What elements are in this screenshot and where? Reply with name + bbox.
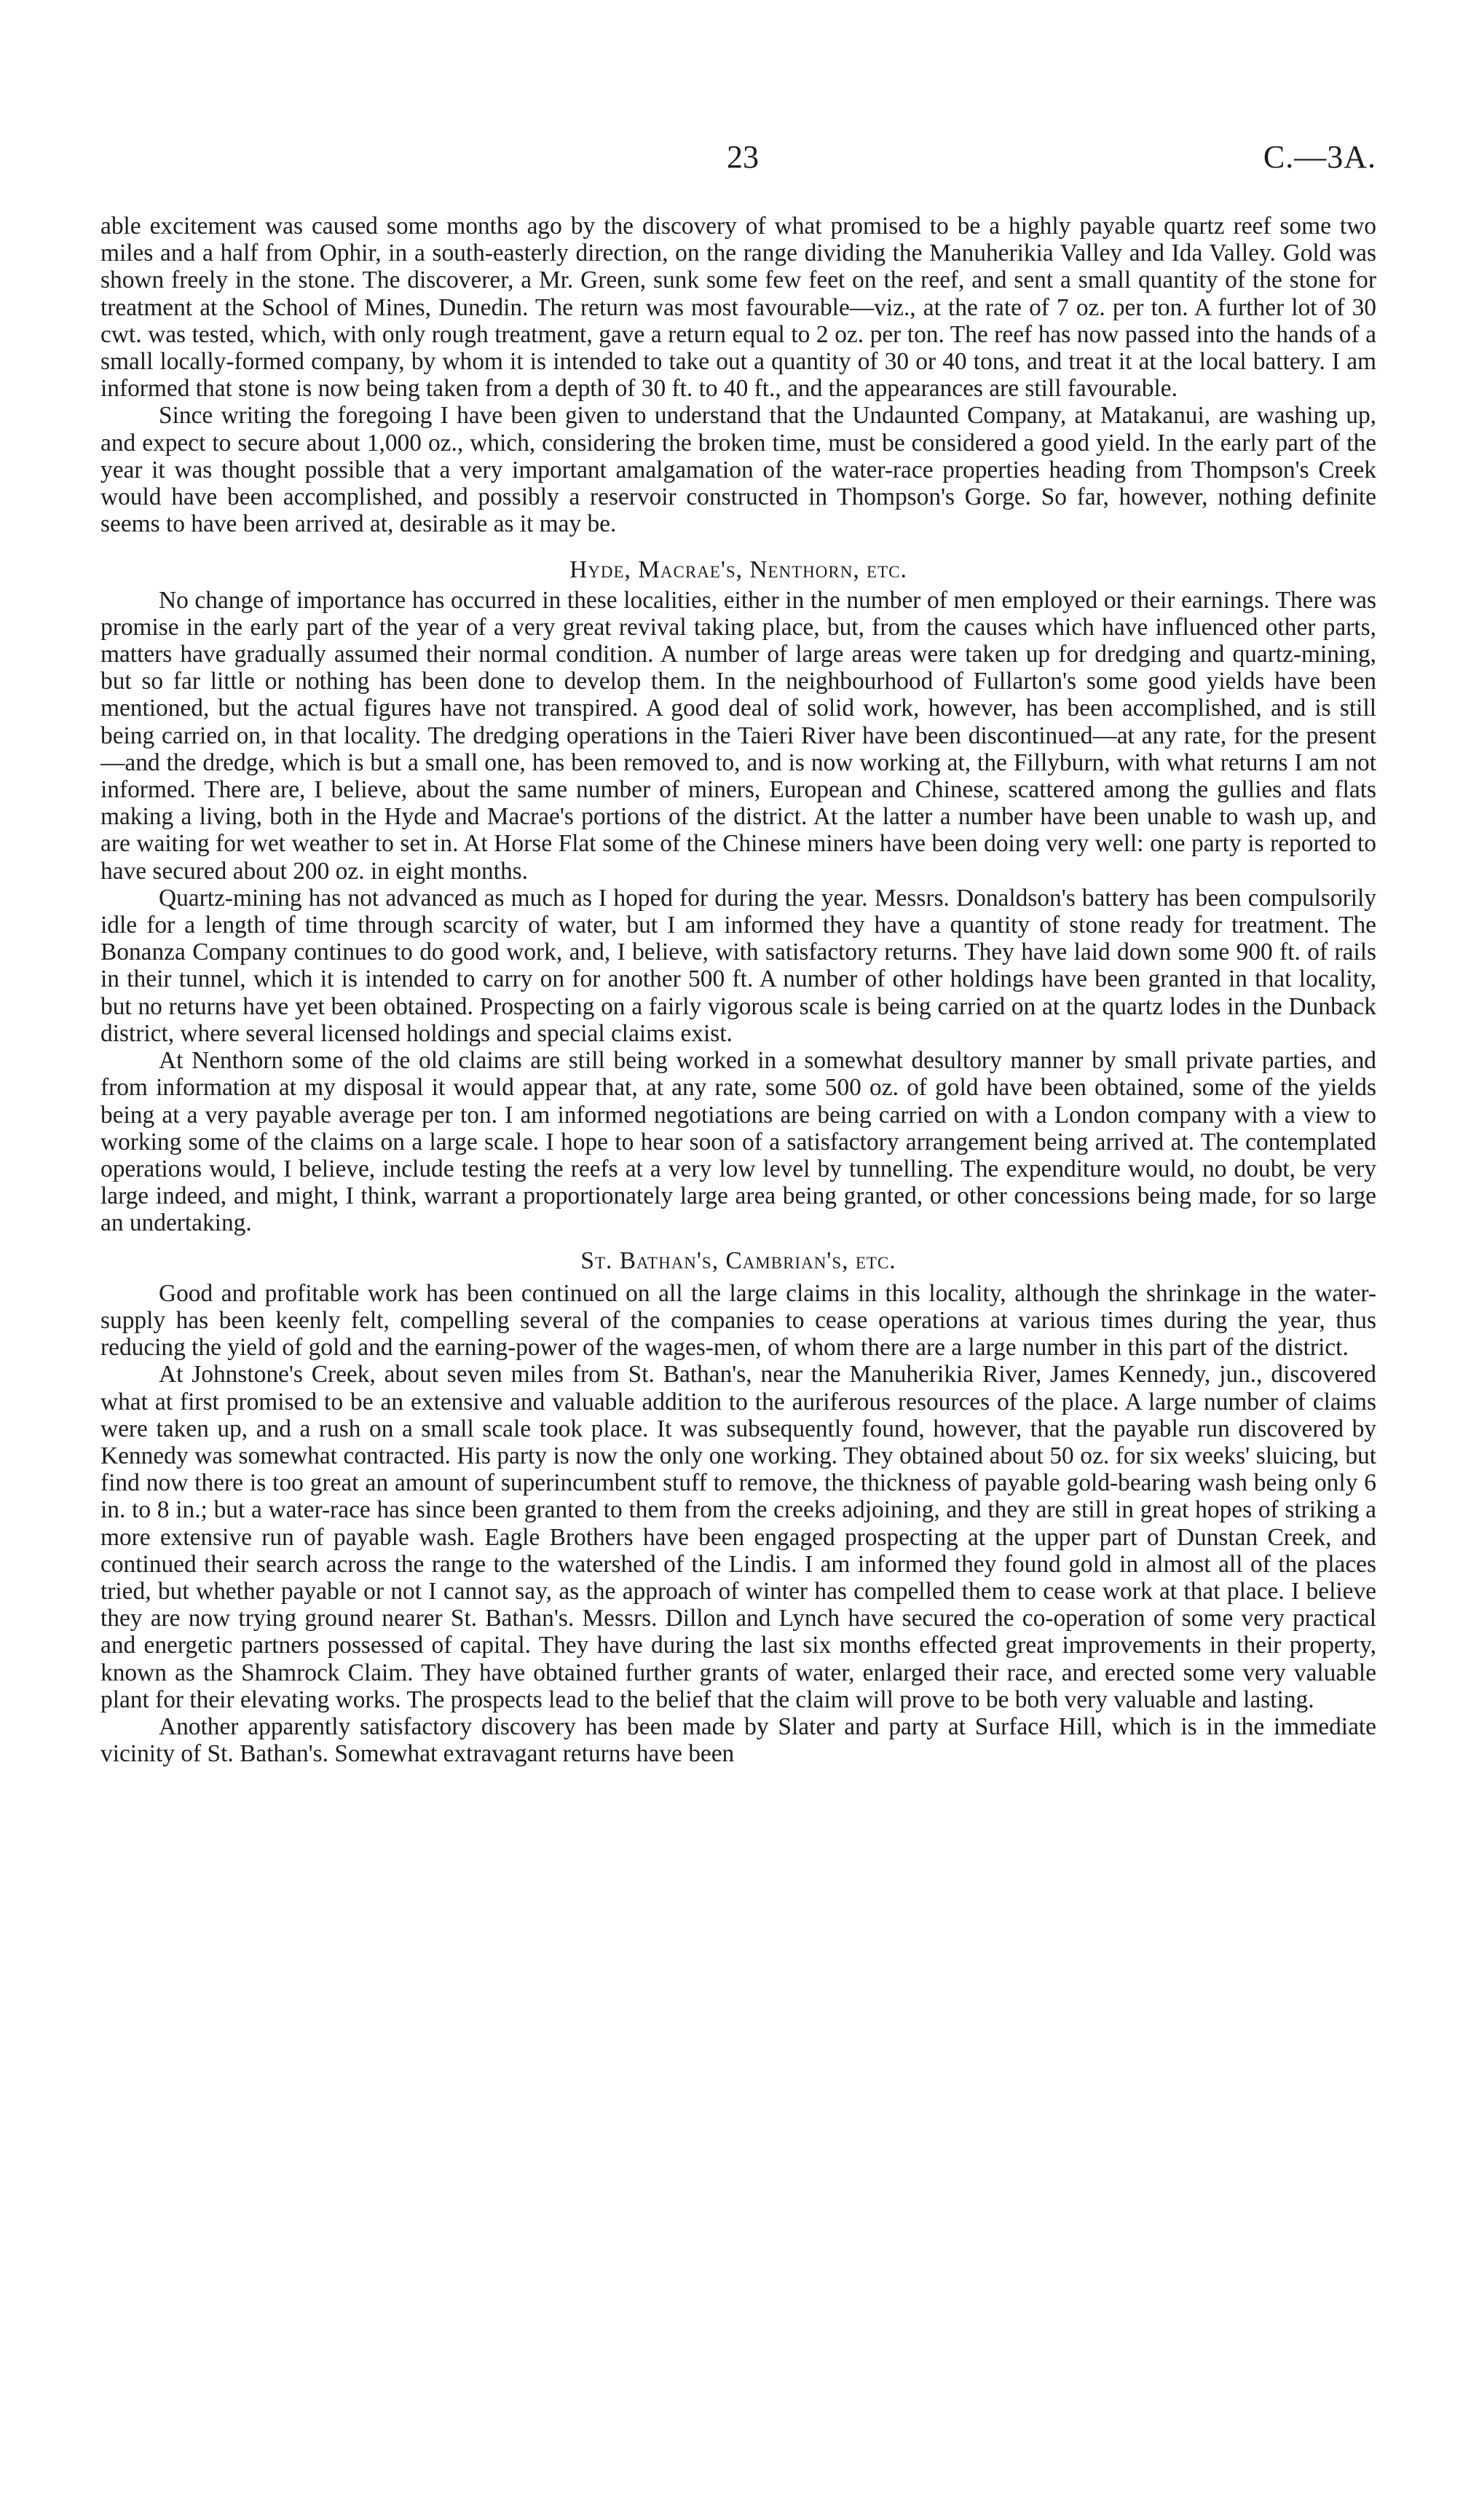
paragraph-surface-hill: Another apparently satisfactory discovery has been made by Slater and party at Surface Hill, which is in the immediate vicinity of St. Bathan's. Somewhat extravagant returns have been [100,1713,1376,1768]
paragraph-hyde-general: No change of importance has occurred in these localities, either in the number of men employed or their earnings. There was promise in the early part of the year of a very great revival taking place, but, from the causes which have influenced other parts, matters have gradually assumed their normal condition. A number of large areas were taken up for dredging and quartz-mining, but so far little or nothing has been done to develop them. In the neighbourhood of Fullarton's some good yields have been mentioned, but the actual figures have not transpired. A good deal of solid work, however, has been accomplished, and is still being carried on, in that locality. The dredging operations in the Taieri River have been discontinued—at any rate, for the present—and the dredge, which is but a small one, has been removed to, and is now working at, the Fillyburn, with what returns I am not informed. There are, I believe, about the same number of miners, European and Chinese, scattered among the gullies and flats making a living, both in the Hyde and Macrae's portions of the district. At the latter a number have been unable to wash up, and are waiting for wet weather to set in. At Horse Flat some of the Chinese miners have been doing very well: one party is reported to have secured about 200 oz. in eight months. [100,586,1376,885]
report-body [100,213,1376,1767]
document-reference: C.—3A. [1263,139,1376,175]
paragraph-nenthorn: At Nenthorn some of the old claims are still being worked in a somewhat desultory manner by small private parties, and from information at my disposal it would appear that, at any rate, some 500 oz. of gold have been obtained, some of the yields being at a very payable average per ton. I am informed negotiations are being carried on with a London company with a view to working some of the claims on a large scale. I hope to hear soon of a satisfactory arrangement being arrived at. The contemplated operations would, I believe, include testing the reefs at a very low level by tunnelling. The expenditure would, no doubt, be very large indeed, and might, I think, warrant a proportionately large area being granted, or other concessions being made, for so large an undertaking. [100,1047,1376,1237]
paragraph-quartz-mining: Quartz-mining has not advanced as much as I hoped for during the year. Messrs. Donaldson's battery has been compulsorily idle for a length of time through scarcity of water, but I am informed they have a quantity of stone ready for treatment. The Bonanza Company continues to do good work, and, I believe, with satisfactory returns. They have laid down some 900 ft. of rails in their tunnel, which it is intended to carry on for another 500 ft. A number of other holdings have been granted in that locality, but no returns have yet been obtained. Prospecting on a fairly vigorous scale is being carried on at the quartz lodes in the Dunback district, where several licensed holdings and special claims exist. [100,884,1376,1047]
paragraph-ophir-reef: able excitement was caused some months ago by the discovery of what promised to be a highly payable quartz reef some two miles and a half from Ophir, in a south-easterly direction, on the range dividing the Manuherikia Valley and Ida Valley. Gold was shown freely in the stone. The discoverer, a Mr. Green, sunk some few feet on the reef, and sent a small quantity of the stone for treatment at the School of Mines, Dunedin. The return was most favourable—viz., at the rate of 7 oz. per ton. A further lot of 30 cwt. was tested, which, with only rough treatment, gave a return equal to 2 oz. per ton. The reef has now passed into the hands of a small locally-formed company, by whom it is intended to take out a quantity of 30 or 40 tons, and treat it at the local battery. I am informed that stone is now being taken from a depth of 30 ft. to 40 ft., and the appearances are still favourable. [100,213,1376,403]
running-head [100,138,1376,182]
paragraph-johnstones-creek: At Johnstone's Creek, about seven miles from St. Bathan's, near the Manuherikia River, James Kennedy, jun., discovered what at first promised to be an extensive and valuable addition to the auriferous resources of the place. A large number of claims were taken up, and a rush on a small scale took place. It was subsequently found, however, that the payable run discovered by Kennedy was somewhat contracted. His party is now the only one working. They obtained about 50 oz. for six weeks' sluicing, but find now there is too great an amount of superincumbent stuff to remove, the thickness of payable gold-bearing wash being only 6 in. to 8 in.; but a water-race has since been granted to them from the creeks adjoining, and they are still in great hopes of striking a more extensive run of payable wash. Eagle Brothers have been engaged prospecting at the upper part of Dunstan Creek, and continued their search across the range to the watershed of the Lindis. I am informed they found gold in almost all of the places tried, but whether payable or not I cannot say, as the approach of winter has compelled them to cease work at that place. I believe they are now trying ground nearer St. Bathan's. Messrs. Dillon and Lynch have secured the co-operation of some very practical and energetic partners possessed of capital. They have during the last six months effected great improvements in their property, known as the Shamrock Claim. They have obtained further grants of water, enlarged their race, and erected some very valuable plant for their elevating works. The prospects lead to the belief that the claim will prove to be both very valuable and lasting. [100,1361,1376,1713]
section-heading-st-bathans: St. Bathan's, Cambrian's, etc. [580,1247,896,1274]
section-heading-hyde: Hyde, Macrae's, Nenthorn, etc. [569,556,907,584]
paragraph-undaunted-company: Since writing the foregoing I have been given to understand that the Undaunted Company, at Matakanui, are washing up, and expect to secure about 1,000 oz., which, considering the broken time, must be considered a good yield. In the early part of the year it was thought possible that a very important amalgamation of the water-race properties heading from Thompson's Creek would have been accomplished, and possibly a reservoir constructed in Thompson's Gorge. So far, however, nothing definite seems to have been arrived at, desirable as it may be. [100,402,1376,538]
page-number: 23 [727,139,759,175]
paragraph-st-bathans-general: Good and profitable work has been continued on all the large claims in this locality, although the shrinkage in the water-supply has been keenly felt, compelling several of the companies to cease operations at various times during the year, thus reducing the yield of gold and the earning-power of the wages-men, of whom there are a large number in this part of the district. [100,1279,1376,1362]
